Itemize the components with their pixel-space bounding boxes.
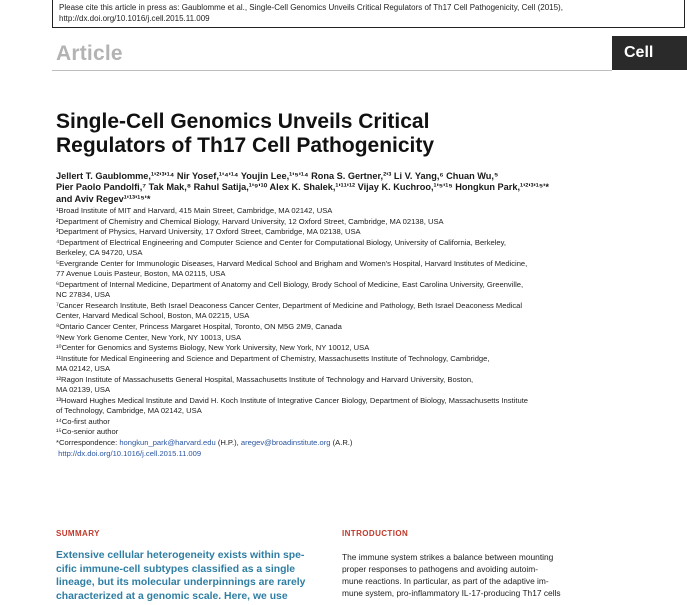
- citation-line: Please cite this article in press as: Gaublomme et al., Single-Cell Genomics Unveils Critical Regulators of Th17 Cell Pathogenicity, Cell (2015),: [59, 3, 563, 12]
- author-line: and Aviv Regev¹ʹ¹³ʹ¹⁵ʹ*: [56, 193, 151, 204]
- journal-logo: Cell: [612, 36, 687, 70]
- intro-line: mune system, pro-inflammatory IL-17-producing Th17 cells: [342, 588, 561, 598]
- author-line: Jellert T. Gaublomme,¹ʹ²ʹ³ʹ¹⁴ Nir Yosef,¹ʹ⁴ʹ¹⁴ Youjin Lee,¹ʹ⁵ʹ¹⁴ Rona S. Gertner,²ʹ³ Li V. Yang,⁶ Chuan Wu,⁵: [56, 171, 499, 181]
- affiliation-line: ¹⁰Center for Genomics and Systems Biology, New York University, New York, NY 10012, USA: [56, 343, 370, 353]
- correspondence-mid: (H.P.),: [215, 438, 241, 448]
- summary-text: [56, 549, 331, 603]
- correspondence-line: [56, 438, 621, 449]
- citation-doi: http://dx.doi.org/10.1016/j.cell.2015.11.009: [59, 14, 210, 23]
- affiliation-line: ⁹New York Genome Center, New York, NY 10013, USA: [56, 332, 242, 342]
- introduction-text: [342, 551, 622, 599]
- affiliation-line: ¹⁴Co-first author: [56, 416, 110, 426]
- section-label: Article: [56, 42, 123, 65]
- affiliation-line: ³Department of Physics, Harvard University, 17 Oxford Street, Cambridge, MA 02138, USA: [56, 227, 361, 237]
- affiliation-line: ¹³Howard Hughes Medical Institute and David H. Koch Institute of Integrative Cancer Biology, Department of Biology, Massachusetts Institute: [56, 395, 529, 405]
- header-divider: [52, 70, 612, 71]
- affiliation-line: MA 02142, USA: [56, 364, 111, 374]
- affiliation-line: ¹Broad Institute of MIT and Harvard, 415 Main Street, Cambridge, MA 02142, USA: [56, 206, 333, 215]
- correspondence-prefix: *Correspondence:: [56, 438, 120, 448]
- author-line: Pier Paolo Pandolfi,⁷ Tak Mak,⁸ Rahul Satija,¹ʹ⁹ʹ¹⁰ Alex K. Shalek,¹ʹ¹¹ʹ¹² Vijay K. Kuchroo,¹ʹ⁵ʹ¹⁵ Hongkun Park,¹ʹ²ʹ³ʹ¹⁵ʹ*: [56, 182, 549, 193]
- email-link-park[interactable]: hongkun_park@harvard.edu: [119, 438, 216, 448]
- correspondence-suffix: (A.R.): [330, 438, 353, 448]
- affiliation-line: ¹²Ragon Institute of Massachusetts General Hospital, Massachusetts Institute of Technology and Harvard University, Boston,: [56, 374, 474, 384]
- author-list: [56, 171, 631, 205]
- citation-box: [52, 0, 685, 28]
- doi-line: [56, 449, 621, 460]
- title-line: Single-Cell Genomics Unveils Critical: [56, 110, 430, 133]
- affiliation-line: Berkeley, CA 94720, USA: [56, 248, 143, 258]
- summary-line: characterized at a genomic scale. Here, we use: [56, 590, 288, 602]
- article-title: [56, 110, 476, 158]
- affiliation-line: ⁴Department of Electrical Engineering and Computer Science and Center for Computational Biology, University of California, Berkeley,: [56, 237, 506, 247]
- affiliation-line: ⁸Ontario Cancer Center, Princess Margaret Hospital, Toronto, ON M5G 2M9, Canada: [56, 322, 342, 332]
- affiliation-line: ⁵Evergrande Center for Immunologic Diseases, Harvard Medical School and Brigham and Women's Hospital, Harvard Institutes of Medicine,: [56, 258, 528, 268]
- affiliation-line: of Technology, Cambridge, MA 02142, USA: [56, 406, 202, 416]
- introduction-heading: INTRODUCTION: [342, 529, 409, 538]
- summary-line: cific immune-cell subtypes classified as a single: [56, 563, 296, 575]
- affiliation-line: ²Department of Chemistry and Chemical Biology, Harvard University, 12 Oxford Street, Cambridge, MA 02138, USA: [56, 216, 444, 226]
- affiliation-line: MA 02139, USA: [56, 385, 111, 395]
- title-line: Regulators of Th17 Cell Pathogenicity: [56, 134, 435, 157]
- summary-line: Extensive cellular heterogeneity exists within spe-: [56, 550, 305, 561]
- affiliation-line: Center, Harvard Medical School, Boston, MA 02215, USA: [56, 311, 250, 321]
- affiliations: [56, 206, 621, 459]
- email-link-regev[interactable]: aregev@broadinstitute.org: [240, 438, 331, 448]
- affiliation-line: ¹⁵Co-senior author: [56, 427, 119, 437]
- affiliation-line: ¹¹Institute for Medical Engineering and Science and Department of Chemistry, Massachusetts Institute of Technology, Cambridge,: [56, 353, 490, 363]
- summary-line: lineage, but its molecular underpinnings are rarely: [56, 577, 306, 589]
- intro-line: proper responses to pathogens and avoiding autoim-: [342, 564, 539, 574]
- affiliation-line: ⁶Department of Internal Medicine, Department of Anatomy and Cell Biology, Brody School of Medicine, East Carolina University, Greenville,: [56, 279, 524, 289]
- affiliation-line: 77 Avenue Louis Pasteur, Boston, MA 02115, USA: [56, 269, 226, 279]
- intro-line: mune reactions. In particular, as part of the adaptive im-: [342, 576, 549, 586]
- intro-line: The immune system strikes a balance between mounting: [342, 552, 554, 562]
- summary-heading: SUMMARY: [56, 529, 100, 538]
- affiliation-line: NC 27834, USA: [56, 290, 111, 300]
- affiliation-line: ⁷Cancer Research Institute, Beth Israel Deaconess Cancer Center, Department of Medicine and Pathology, Beth Israel Deaconess Medical: [56, 300, 523, 310]
- doi-link[interactable]: http://dx.doi.org/10.1016/j.cell.2015.11.009: [58, 448, 202, 458]
